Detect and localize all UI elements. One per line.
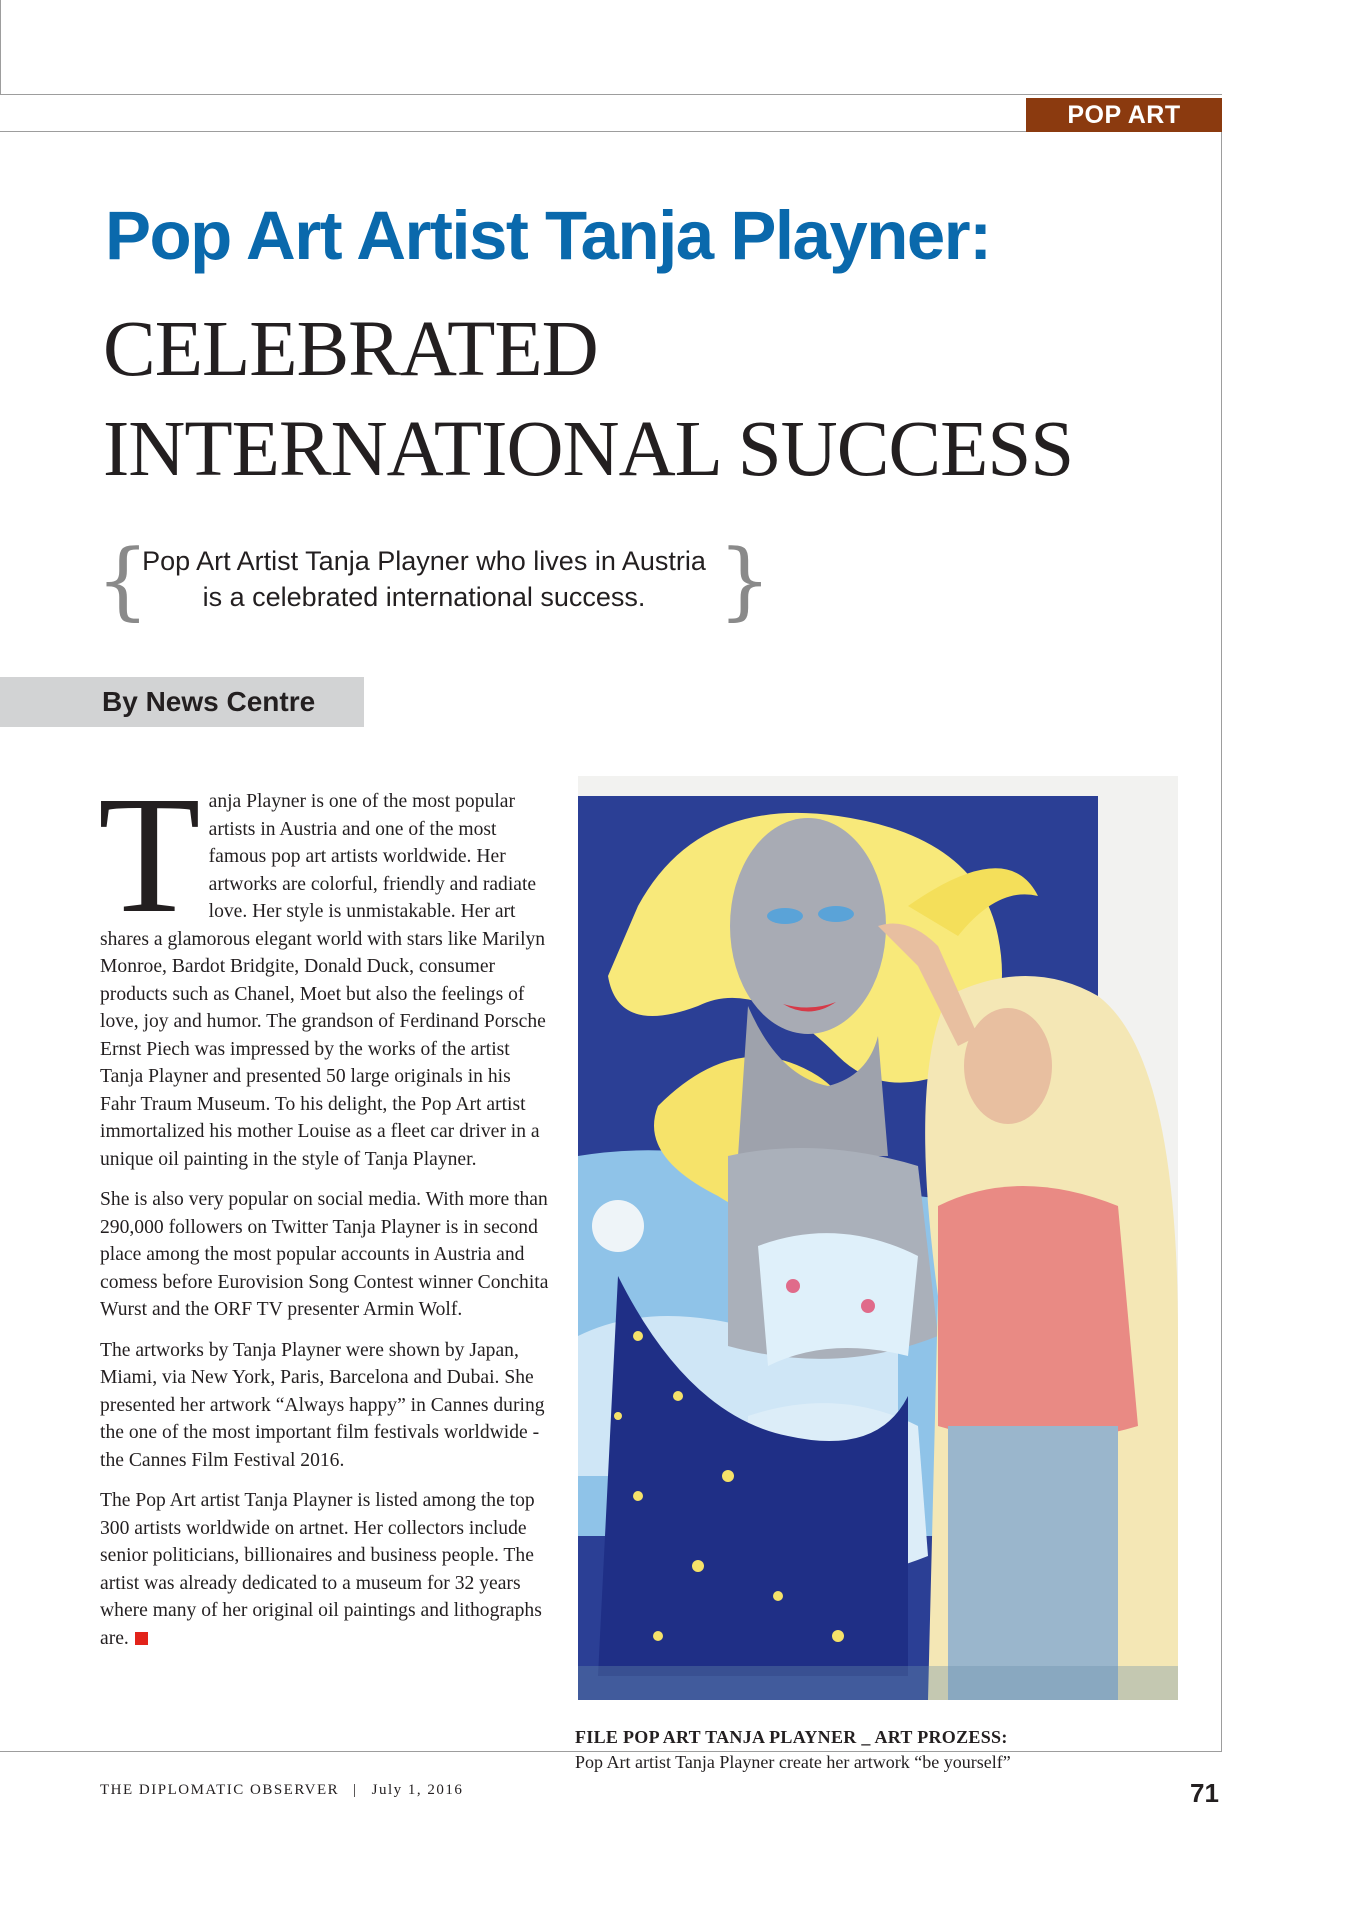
- left-brace-ornament: {: [96, 531, 150, 629]
- drop-cap: T: [98, 762, 201, 948]
- byline-bar: [0, 677, 364, 727]
- footer-publication: THE DIPLOMATIC OBSERVER: [100, 1782, 340, 1798]
- photo-caption-head: FILE POP ART TANJA PLAYNER _ ART PROZESS:: [575, 1727, 1008, 1747]
- artist-photo: [578, 776, 1178, 1700]
- article-body: [98, 762, 550, 1665]
- subheadline-line-1: CELEBRATED: [103, 306, 598, 393]
- page-footer: [100, 1782, 463, 1799]
- standfirst-line-1: Pop Art Artist Tanja Playner who lives in Austria: [142, 546, 706, 576]
- byline: By News Centre: [102, 686, 316, 717]
- frame-rule-left: [0, 0, 1, 94]
- frame-rule-right: [1221, 131, 1222, 1751]
- section-tag: POP ART: [1026, 98, 1222, 132]
- footer-separator: |: [353, 1782, 358, 1798]
- subheadline-line-2: INTERNATIONAL SUCCESS: [103, 406, 1074, 493]
- end-mark-icon: [135, 1632, 148, 1645]
- headline: Pop Art Artist Tanja Playner:: [105, 197, 991, 274]
- standfirst: [128, 543, 720, 615]
- standfirst-line-2: is a celebrated international success.: [202, 582, 646, 612]
- right-brace-ornament: }: [718, 531, 772, 629]
- article-paragraph-text: anja Playner is one of the most popular artists in Austria and one of the most famous pop art artists worldwide. Her artworks are colorful, friendly and radiate love. Her style is unmistakable. Her art shares a glamorous elegant world with stars like Marilyn Monroe, Bardot Bridgite, Donald Duck, consumer products such as Chanel, Moet but also the feelings of love, joy and humor. The grandson of Ferdinand Porsche Ernst Piech was impressed by the works of the artist Tanja Playner and presented 50 large originals in his Fahr Traum Museum. To his delight, the Pop Art artist immortalized his mother Louise as a fleet car driver in a unique oil painting in the style of Tanja Playner.: [100, 791, 546, 1170]
- article-paragraph: [100, 1487, 550, 1652]
- article-paragraph: The artworks by Tanja Playner were shown by Japan, Miami, via New York, Paris, Barcelona and Dubai. She presented her artwork “Always happy” in Cannes during the one of the most important film festivals worldwide - the Cannes Film Festival 2016.: [100, 1339, 545, 1471]
- frame-rule-top: [0, 94, 1222, 95]
- footer-date: July 1, 2016: [371, 1782, 464, 1798]
- page-number: 71: [1190, 1778, 1219, 1808]
- artist-photo-illustration: [578, 776, 1178, 1700]
- photo-caption-text: Pop Art artist Tanja Playner create her artwork “be yourself”: [575, 1752, 1011, 1772]
- article-paragraph: She is also very popular on social media. With more than 290,000 followers on Twitter Tanja Playner is in second place among the most popular accounts in Austria and comess before Eurovision Song Contest winner Conchita Wurst and the ORF TV presenter Armin Wolf.: [100, 1189, 549, 1320]
- article-paragraph-text: The Pop Art artist Tanja Playner is listed among the top 300 artists worldwide on artnet. Her collectors include senior politicians, billionaires and business people. The artist was already dedicated to a museum for 32 years where many of her original oil paintings and lithographs are.: [100, 1490, 542, 1649]
- subheadline: [103, 300, 1073, 500]
- article-paragraph: [98, 762, 550, 1173]
